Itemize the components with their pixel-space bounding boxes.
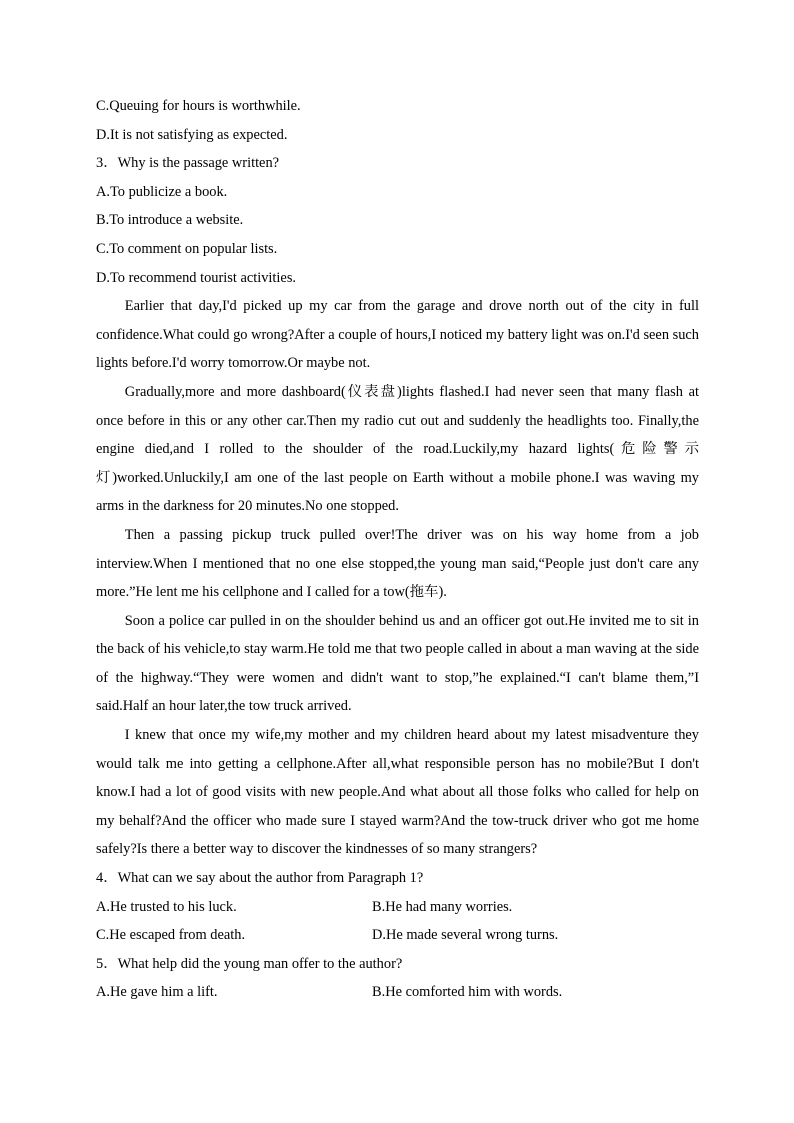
passage-paragraph-1: Earlier that day,I'd picked up my car from the garage and drove north out of the city in full confidence.What could go wrong?After a couple of hours,I noticed my battery light was on.I'd seen such lights before.I'd worry tomorrow.Or maybe not. xyxy=(96,298,699,372)
q3-option-d: D.To recommend tourist activities. xyxy=(96,269,297,286)
q4-option-c: C.He escaped from death. xyxy=(96,927,246,944)
q5-option-a: A.He gave him a lift. xyxy=(96,984,218,1001)
q3-option-b: B.To introduce a website. xyxy=(96,212,244,229)
passage-paragraph-5: I knew that once my wife,my mother and my children heard about my latest misadventure they would talk me into getting a cellphone.After all,what responsible person has no mobile?But I don't know.I had a lot of good visits with new people.And what about all those folks who called for help on my behalf?And the officer who made sure I stayed warm?And the tow-truck driver who got me home safely?Is there a better way to discover the kindnesses of so many strangers? xyxy=(96,727,699,858)
q4-option-b: B.He had many worries. xyxy=(372,898,513,915)
q5-option-b: B.He comforted him with words. xyxy=(372,984,563,1001)
q4-options-row-1 xyxy=(96,893,699,922)
q5-stem: 5．What help did the young man offer to the author? xyxy=(96,955,403,972)
q3-stem: 3．Why is the passage written? xyxy=(96,155,280,172)
passage-paragraph-3: Then a passing pickup truck pulled over!The driver was on his way home from a job interview.When I mentioned that no one else stopped,the young man said,“People just don't care any more.”He lent me his cellphone and I called for a tow(拖车). xyxy=(96,526,699,601)
q4-option-a: A.He trusted to his luck. xyxy=(96,898,237,915)
q4-options-row-2 xyxy=(96,921,699,950)
q4-option-d: D.He made several wrong turns. xyxy=(372,927,559,944)
passage-paragraph-2: Gradually,more and more dashboard(仪表盘)lights flashed.I had never seen that many flash at once before in this or any other car.Then my radio cut out and suddenly the headlights too. Finally,the engine died,and I rolled to the shoulder of the road.Luckily,my hazard lights(危险警示灯)worked.Unluckily,I am one of the last people on Earth without a mobile phone.I was waving my arms in the darkness for 20 minutes.No one stopped. xyxy=(96,383,699,515)
exam-page xyxy=(96,92,699,1007)
q2-option-d: D.It is not satisfying as expected. xyxy=(96,126,288,143)
passage-paragraph-4: Soon a police car pulled in on the shoulder behind us and an officer got out.He invited me to sit in the back of his vehicle,to stay warm.He told me that two people called in about a man waving at the side of the highway.“They were women and didn't want to stop,”he explained.“I can't blame them,”I said.Half an hour later,the tow truck arrived. xyxy=(96,612,699,715)
q4-stem: 4．What can we say about the author from Paragraph 1? xyxy=(96,870,424,887)
q3-option-c: C.To comment on popular lists. xyxy=(96,240,278,257)
q3-option-a: A.To publicize a book. xyxy=(96,183,228,200)
q2-option-c: C.Queuing for hours is worthwhile. xyxy=(96,98,301,114)
q5-options-row-1 xyxy=(96,978,699,1007)
